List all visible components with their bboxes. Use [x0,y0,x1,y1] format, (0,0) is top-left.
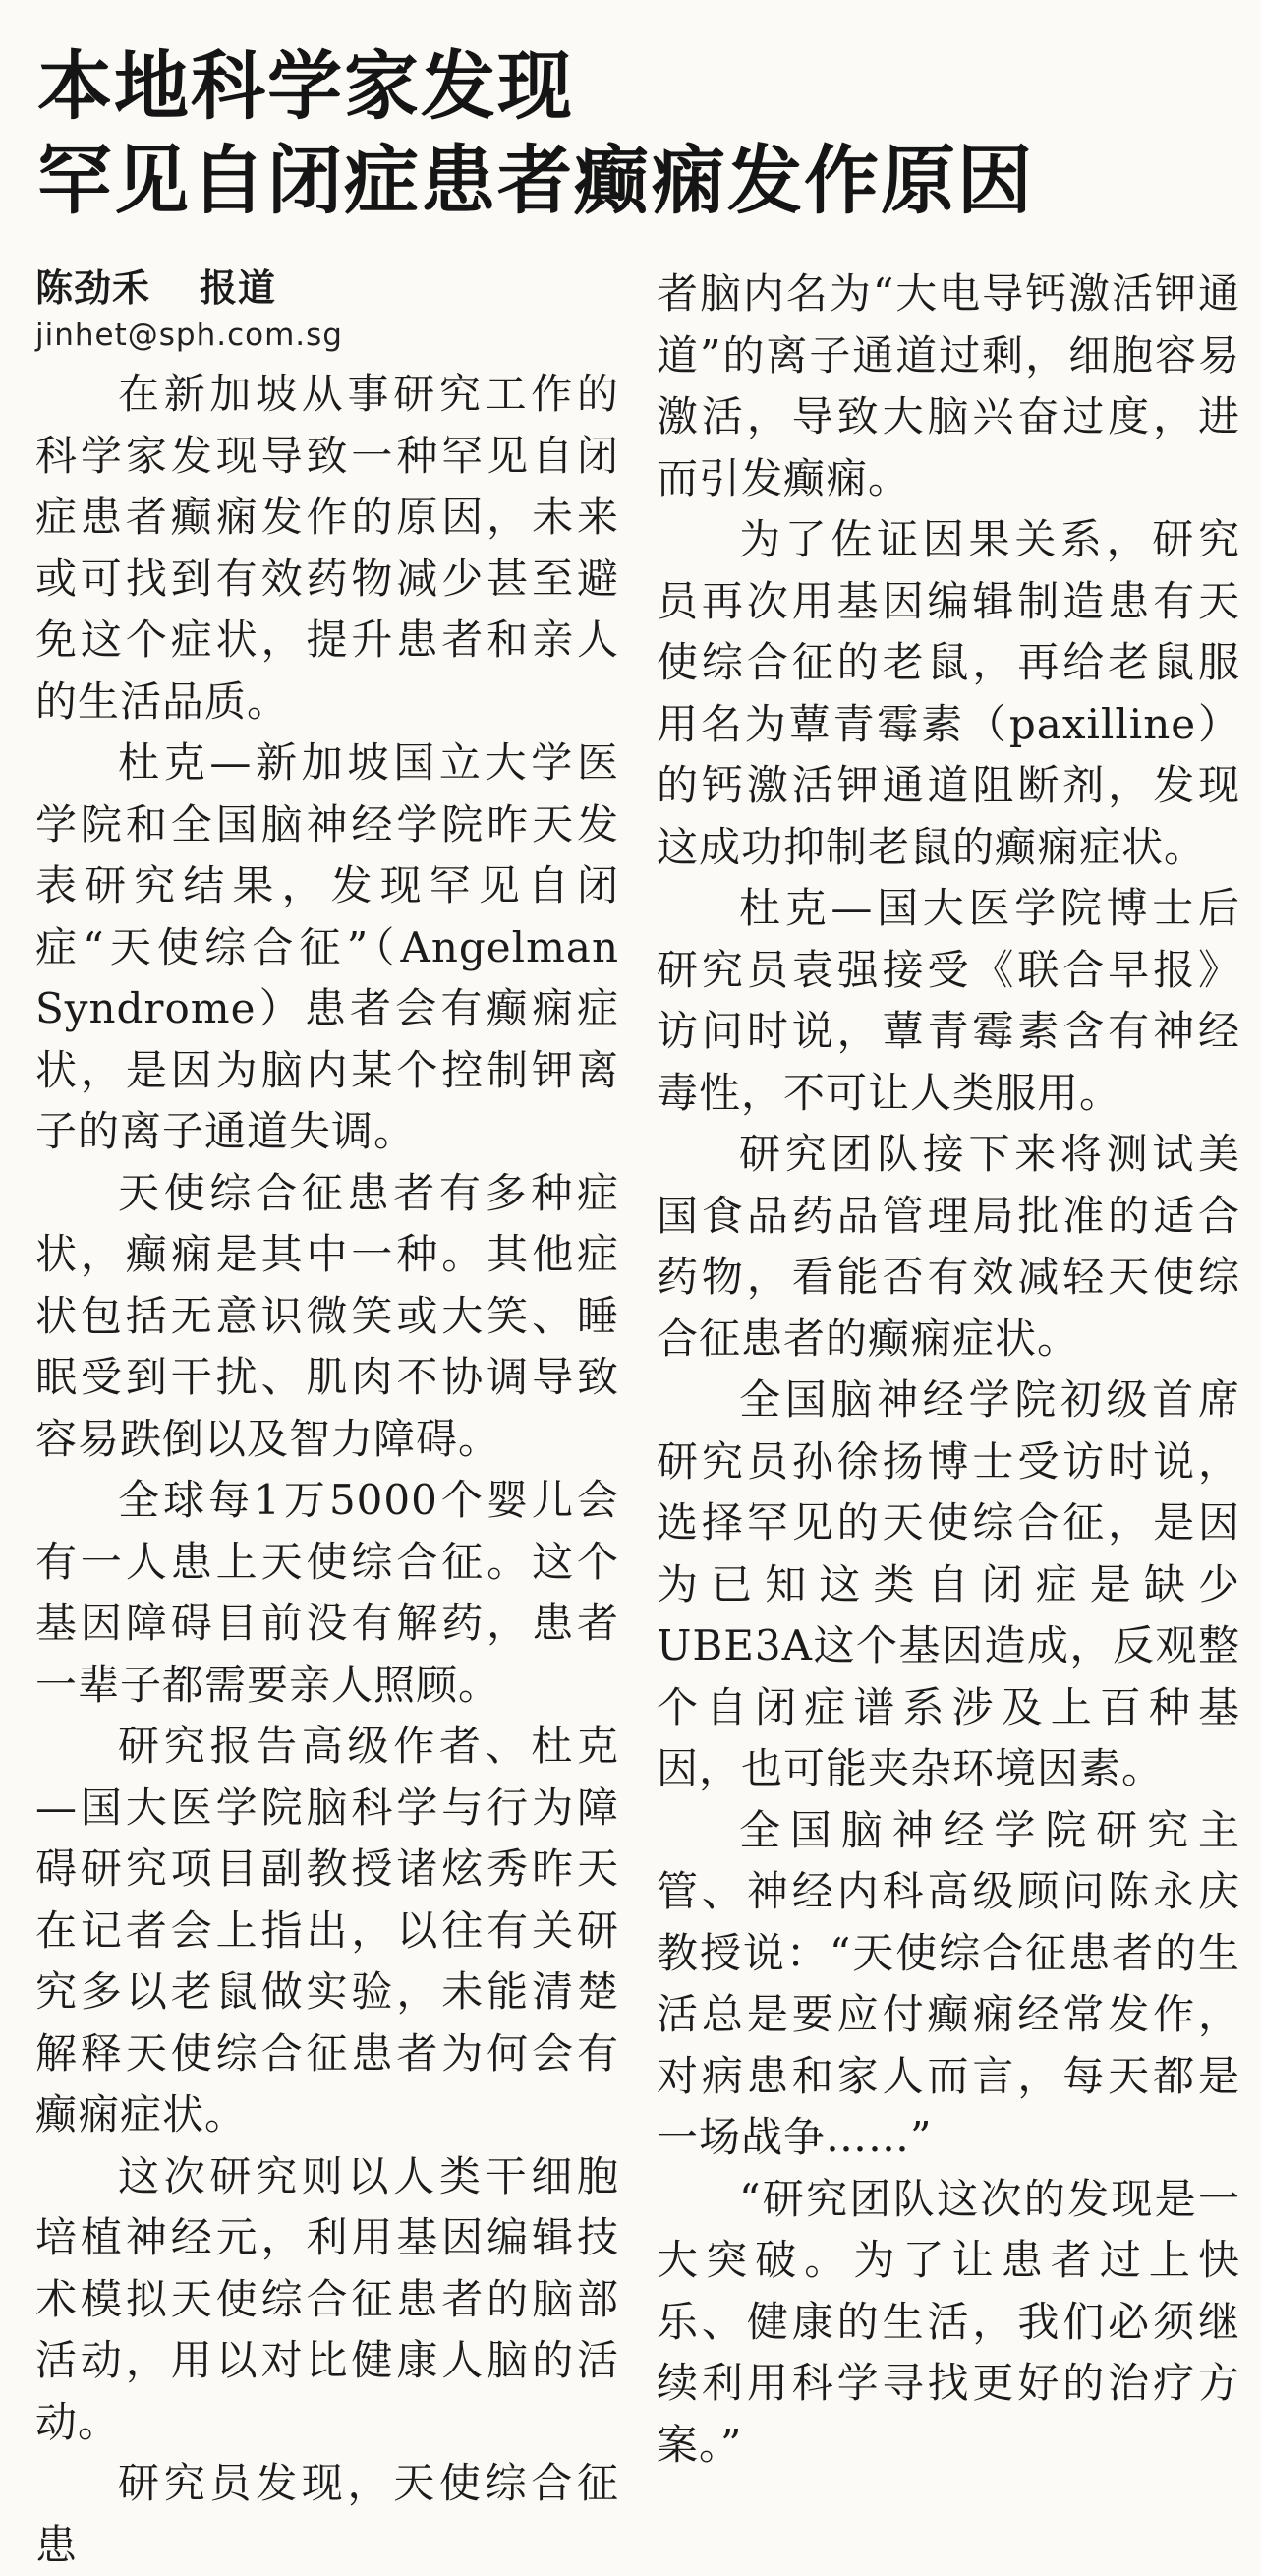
report-word: 报道 [200,266,277,310]
headline-line-1: 本地科学家发现 [37,42,574,130]
right-column [657,263,1240,2476]
paragraph: 研究员发现，天使综合征患 [35,2459,619,2569]
reporter-email: jinhet@sph.com.sg [35,318,343,353]
byline [35,263,619,313]
paragraph: 在新加坡从事研究工作的科学家发现导致一种罕见自闭症患者癫痫发作的原因，未来或可找到有效药物减少甚至避免这个症状，提升患者和亲人的生活品质。 [35,370,619,726]
paragraph: 杜克—新加坡国立大学医学院和全国脑神经学院昨天发表研究结果，发现罕见自闭症“天使综合征”（Angelman Syndrome）患者会有癫痫症状，是因为脑内某个控制钾离子的离子通道失调。 [35,738,619,1155]
paragraph: 杜克—国大医学院博士后研究员袁强接受《联合早报》访问时说，蕈青霉素含有神经毒性，不可让人类服用。 [657,884,1240,1117]
paragraph-continued: 者脑内名为“大电导钙激活钾通道”的离子通道过剩，细胞容易激活，导致大脑兴奋过度，进而引发癫痫。 [657,269,1240,502]
reporter-name: 陈劲禾 [35,266,151,310]
paragraph: “研究团队这次的发现是一大突破。为了让患者过上快乐、健康的生活，我们必须继续利用科学寻找更好的治疗方案。” [657,2174,1240,2469]
left-column [35,263,619,2576]
headline-line-2: 罕见自闭症患者癫痫发作原因 [37,137,1034,224]
paragraph: 天使综合征患者有多种症状，癫痫是其中一种。其他症状包括无意识微笑或大笑、睡眠受到干扰、肌肉不协调导致容易跌倒以及智力障碍。 [35,1168,619,1463]
paragraph: 研究团队接下来将测试美国食品药品管理局批准的适合药物，看能否有效减轻天使综合征患者的癫痫症状。 [657,1130,1240,1363]
paragraph: 全国脑神经学院研究主管、神经内科高级顾问陈永庆教授说：“天使综合征患者的生活总是要应付癫痫经常发作，对病患和家人而言，每天都是一场战争……” [657,1805,1240,2161]
paragraph: 全国脑神经学院初级首席研究员孙徐扬博士受访时说，选择罕见的天使综合征，是因为已知这类自闭症是缺少UBE3A这个基因造成，反观整个自闭症谱系涉及上百种基因，也可能夹杂环境因素。 [657,1376,1240,1792]
paragraph: 全球每1万5000个婴儿会有一人患上天使综合征。这个基因障碍目前没有解药，患者一辈子都需要亲人照顾。 [35,1476,619,1709]
paragraph: 这次研究则以人类干细胞培植神经元，利用基因编辑技术模拟天使综合征患者的脑部活动，用以对比健康人脑的活动。 [35,2151,619,2446]
paragraph: 研究报告高级作者、杜克—国大医学院脑科学与行为障碍研究项目副教授诸炫秀昨天在记者会上指出，以往有关研究多以老鼠做实验，未能清楚解释天使综合征患者为何会有癫痫症状。 [35,1722,619,2138]
paragraph: 为了佐证因果关系，研究员再次用基因编辑制造患有天使综合征的老鼠，再给老鼠服用名为蕈青霉素（paxilline）的钙激活钾通道阻断剂，发现这成功抑制老鼠的癫痫症状。 [657,515,1240,871]
headline [37,39,1236,228]
